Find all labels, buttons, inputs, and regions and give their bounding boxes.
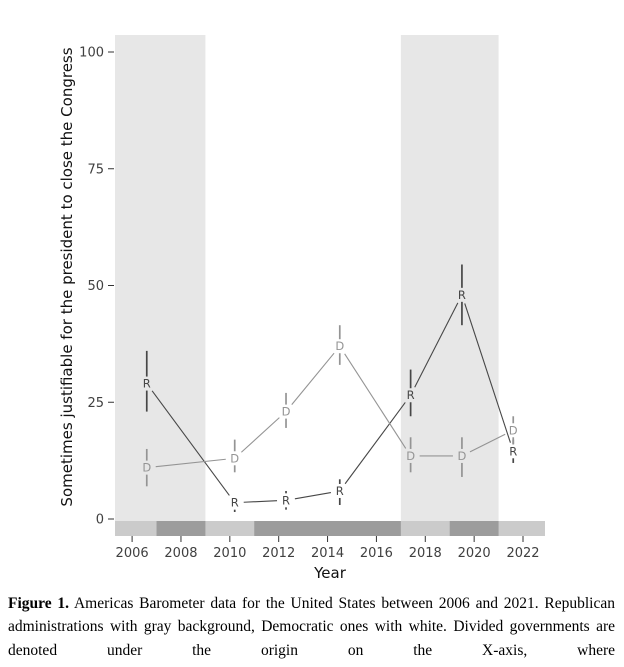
x-axis-tick-label: 2022 bbox=[506, 546, 540, 561]
x-axis-title: Year bbox=[314, 564, 346, 582]
x-axis-tick-label: 2014 bbox=[311, 546, 345, 561]
x-axis-tick-label: 2010 bbox=[213, 546, 247, 561]
point-marker-R: R bbox=[509, 444, 518, 459]
point-marker-D: D bbox=[457, 448, 467, 463]
point-marker-R: R bbox=[335, 483, 344, 498]
figure-label: Figure 1. bbox=[8, 595, 70, 612]
point-marker-D: D bbox=[142, 460, 152, 475]
series-R-segment bbox=[345, 402, 405, 483]
divided-government-segment bbox=[450, 521, 499, 536]
republican-administration-band bbox=[401, 35, 499, 521]
series-D-segment bbox=[292, 353, 334, 404]
y-axis-tick-label: 25 bbox=[87, 395, 104, 411]
series-D-segment bbox=[241, 418, 279, 453]
x-axis-tick-label: 2012 bbox=[262, 546, 296, 561]
point-marker-R: R bbox=[406, 388, 415, 403]
series-R-segment bbox=[295, 493, 331, 499]
x-axis-tick-label: 2006 bbox=[115, 546, 149, 561]
y-axis-tick-label: 0 bbox=[95, 512, 104, 528]
x-axis-tick-label: 2018 bbox=[408, 546, 442, 561]
point-marker-D: D bbox=[335, 339, 345, 354]
y-axis-title: Sometimes justifiable for the president to close the Congress bbox=[58, 47, 76, 507]
divided-government-segment bbox=[254, 521, 401, 536]
x-axis-tick-label: 2016 bbox=[359, 546, 393, 561]
x-axis-tick-label: 2020 bbox=[457, 546, 491, 561]
point-marker-D: D bbox=[230, 451, 240, 466]
point-marker-R: R bbox=[230, 495, 239, 510]
point-marker-D: D bbox=[406, 448, 416, 463]
point-marker-R: R bbox=[142, 376, 151, 391]
series-D-segment bbox=[345, 354, 406, 449]
y-axis-tick-label: 50 bbox=[87, 279, 104, 294]
divided-government-segment bbox=[157, 521, 206, 536]
y-axis-tick-label: 100 bbox=[79, 45, 104, 61]
y-axis-tick-label: 75 bbox=[87, 162, 104, 178]
point-marker-D: D bbox=[508, 423, 518, 438]
series-R-segment bbox=[244, 501, 277, 503]
figure-caption bbox=[8, 592, 615, 662]
republican-administration-band bbox=[115, 35, 205, 521]
point-marker-R: R bbox=[282, 493, 291, 508]
caption-text: Americas Barometer data for the United States between 2006 and 2021. Republican administrations with gray background, Democratic ones with white. Divided governments are denoted under the origin on the X-axis, where bbox=[8, 595, 615, 659]
x-axis-tick-label: 2008 bbox=[164, 546, 198, 561]
point-marker-D: D bbox=[281, 404, 291, 419]
point-marker-R: R bbox=[457, 287, 466, 302]
